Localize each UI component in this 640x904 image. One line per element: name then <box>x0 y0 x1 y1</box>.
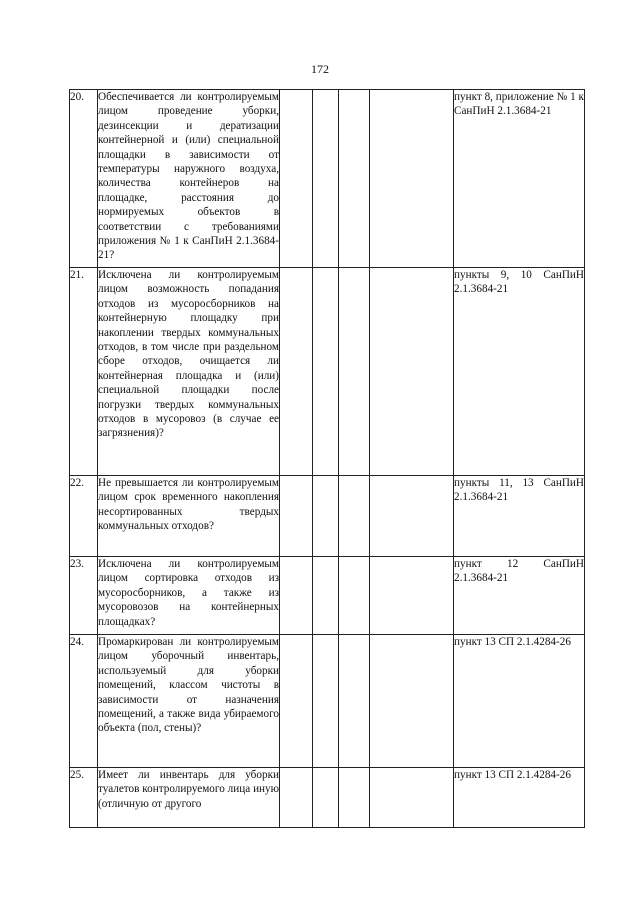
comment-cell <box>370 476 454 557</box>
question-cell: Промаркирован ли контролируемым лицом уборочный инвентарь, используемый для уборки помещений, классом чистоты в зависимости от назначения помещений, а также вида убираемого объекта (пол, стены)? <box>98 635 280 768</box>
answer-no-cell <box>313 90 339 268</box>
answer-yes-cell <box>280 635 313 768</box>
table-row <box>70 635 585 768</box>
reference-cell: пункты 11, 13 СанПиН 2.1.3684-21 <box>454 476 585 557</box>
comment-cell <box>370 90 454 268</box>
answer-na-cell <box>339 268 370 476</box>
question-cell: Обеспечивается ли контролируемым лицом проведение уборки, дезинсекции и дератизации контейнерной и (или) специальной площадки в зависимости от температуры наружного воздуха, количества контейнеров на площадке, расстояния до нормируемых объектов в соответствии с требованиями приложения № 1 к СанПиН 2.1.3684-21? <box>98 90 280 268</box>
row-number: 22. <box>70 476 98 557</box>
reference-cell: пункт 13 СП 2.1.4284-26 <box>454 768 585 828</box>
reference-cell: пункт 13 СП 2.1.4284-26 <box>454 635 585 768</box>
comment-cell <box>370 557 454 635</box>
row-number: 21. <box>70 268 98 476</box>
row-number: 23. <box>70 557 98 635</box>
answer-yes-cell <box>280 476 313 557</box>
comment-cell <box>370 635 454 768</box>
answer-no-cell <box>313 476 339 557</box>
row-number: 25. <box>70 768 98 828</box>
answer-no-cell <box>313 268 339 476</box>
comment-cell <box>370 768 454 828</box>
answer-na-cell <box>339 90 370 268</box>
table-row <box>70 768 585 828</box>
table-row <box>70 268 585 476</box>
table-row <box>70 476 585 557</box>
answer-yes-cell <box>280 557 313 635</box>
answer-no-cell <box>313 635 339 768</box>
page-number: 172 <box>311 62 329 76</box>
answer-yes-cell <box>280 768 313 828</box>
answer-no-cell <box>313 557 339 635</box>
reference-cell: пункт 8, приложение № 1 к СанПиН 2.1.3684-21 <box>454 90 585 268</box>
question-cell: Имеет ли инвентарь для уборки туалетов контролируемого лица иную (отличную от другого <box>98 768 280 828</box>
reference-cell: пункты 9, 10 СанПиН 2.1.3684-21 <box>454 268 585 476</box>
answer-yes-cell <box>280 268 313 476</box>
question-cell: Исключена ли контролируемым лицом возможность попадания отходов из мусоросборников на контейнерную площадку при накоплении твердых коммунальных отходов, в том числе при раздельном сборе отходов, очищается ли контейнерная площадка и (или) специальной площадки после погрузки твердых коммунальных отходов в мусоровоз (в случае ее загрязнения)? <box>98 268 280 476</box>
reference-cell: пункт 12 СанПиН 2.1.3684-21 <box>454 557 585 635</box>
answer-no-cell <box>313 768 339 828</box>
table-row <box>70 90 585 268</box>
question-cell: Не превышается ли контролируемым лицом срок временного накопления несортированных твердых коммунальных отходов? <box>98 476 280 557</box>
row-number: 20. <box>70 90 98 268</box>
checklist-table <box>69 89 585 828</box>
answer-na-cell <box>339 557 370 635</box>
answer-yes-cell <box>280 90 313 268</box>
table-row <box>70 557 585 635</box>
row-number: 24. <box>70 635 98 768</box>
answer-na-cell <box>339 635 370 768</box>
answer-na-cell <box>339 768 370 828</box>
comment-cell <box>370 268 454 476</box>
question-cell: Исключена ли контролируемым лицом сортировка отходов из мусоросборников, а также из мусоровозов на контейнерных площадках? <box>98 557 280 635</box>
answer-na-cell <box>339 476 370 557</box>
